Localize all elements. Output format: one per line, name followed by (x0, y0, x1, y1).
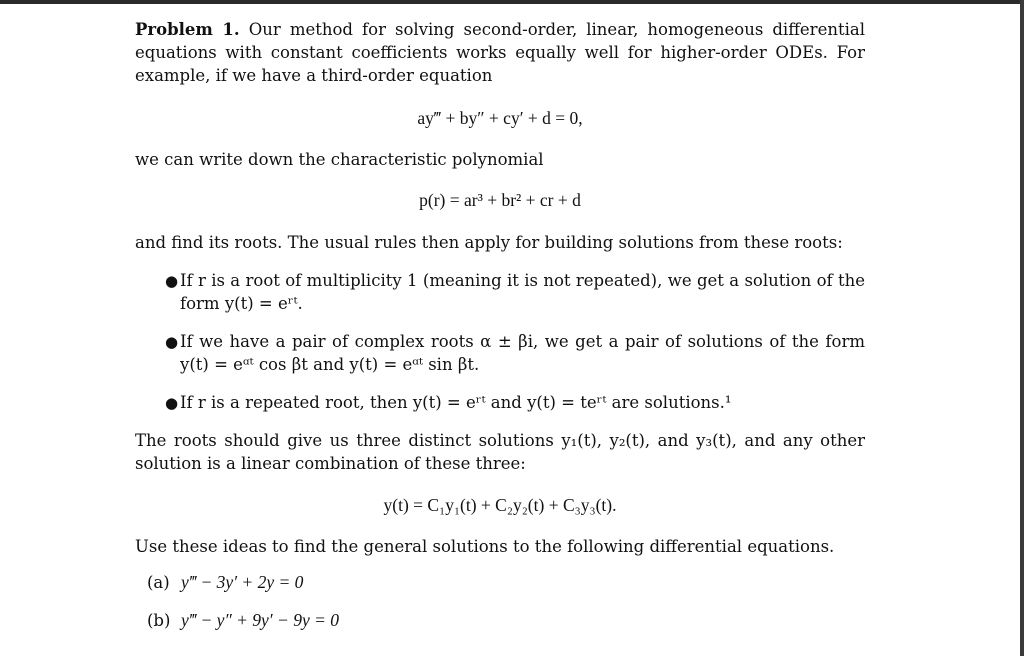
problem-heading: Problem 1. (135, 20, 240, 39)
roots-paragraph: The roots should give us three distinct solutions y₁(t), y₂(t), and y₃(t), and any other solution is a linear combination of these three: (135, 431, 865, 473)
bullet-marker: ● (165, 394, 179, 412)
rule-item: If r is a repeated root, then y(t) = eʳᵗ and y(t) = teʳᵗ are solutions.¹ (180, 393, 732, 412)
window-top-border (0, 0, 1024, 4)
window-right-border (1020, 0, 1024, 656)
characteristic-intro: we can write down the characteristic polynomial (135, 150, 544, 169)
general-solution-equation: y(t) = C₁y₁(t) + C₂y₂(t) + C₃y₃(t). (383, 495, 617, 515)
part-b-equation: y‴ − y″ + 9y′ − 9y = 0 (181, 610, 340, 630)
intro-text: Our method for solving second-order, linear, homogeneous differential equations with constant coefficients works equally well for higher-order ODEs. For example, if we have a third-order equation (135, 20, 865, 85)
ode-equation: ay‴ + by″ + cy′ + d = 0, (417, 108, 583, 128)
rule-item: If we have a pair of complex roots α ± βi, we get a pair of solutions of the form y(t) = eᵅᵗ cos βt and y(t) = eᵅᵗ sin βt. (180, 332, 865, 374)
part-b-label: (b) (147, 611, 171, 630)
intro-paragraph (135, 18, 865, 87)
bullet-marker: ● (165, 272, 179, 290)
rules-intro: and find its roots. The usual rules then apply for building solutions from these roots: (135, 233, 843, 252)
rule-item: If r is a root of multiplicity 1 (meaning it is not repeated), we get a solution of the form y(t) = eʳᵗ. (180, 271, 865, 313)
part-a-equation: y‴ − 3y′ + 2y = 0 (181, 572, 304, 592)
instruction-text: Use these ideas to find the general solutions to the following differential equations. (135, 537, 835, 556)
characteristic-polynomial: p(r) = ar³ + br² + cr + d (419, 190, 581, 210)
part-a-label: (a) (147, 573, 170, 592)
bullet-marker: ● (165, 333, 179, 351)
